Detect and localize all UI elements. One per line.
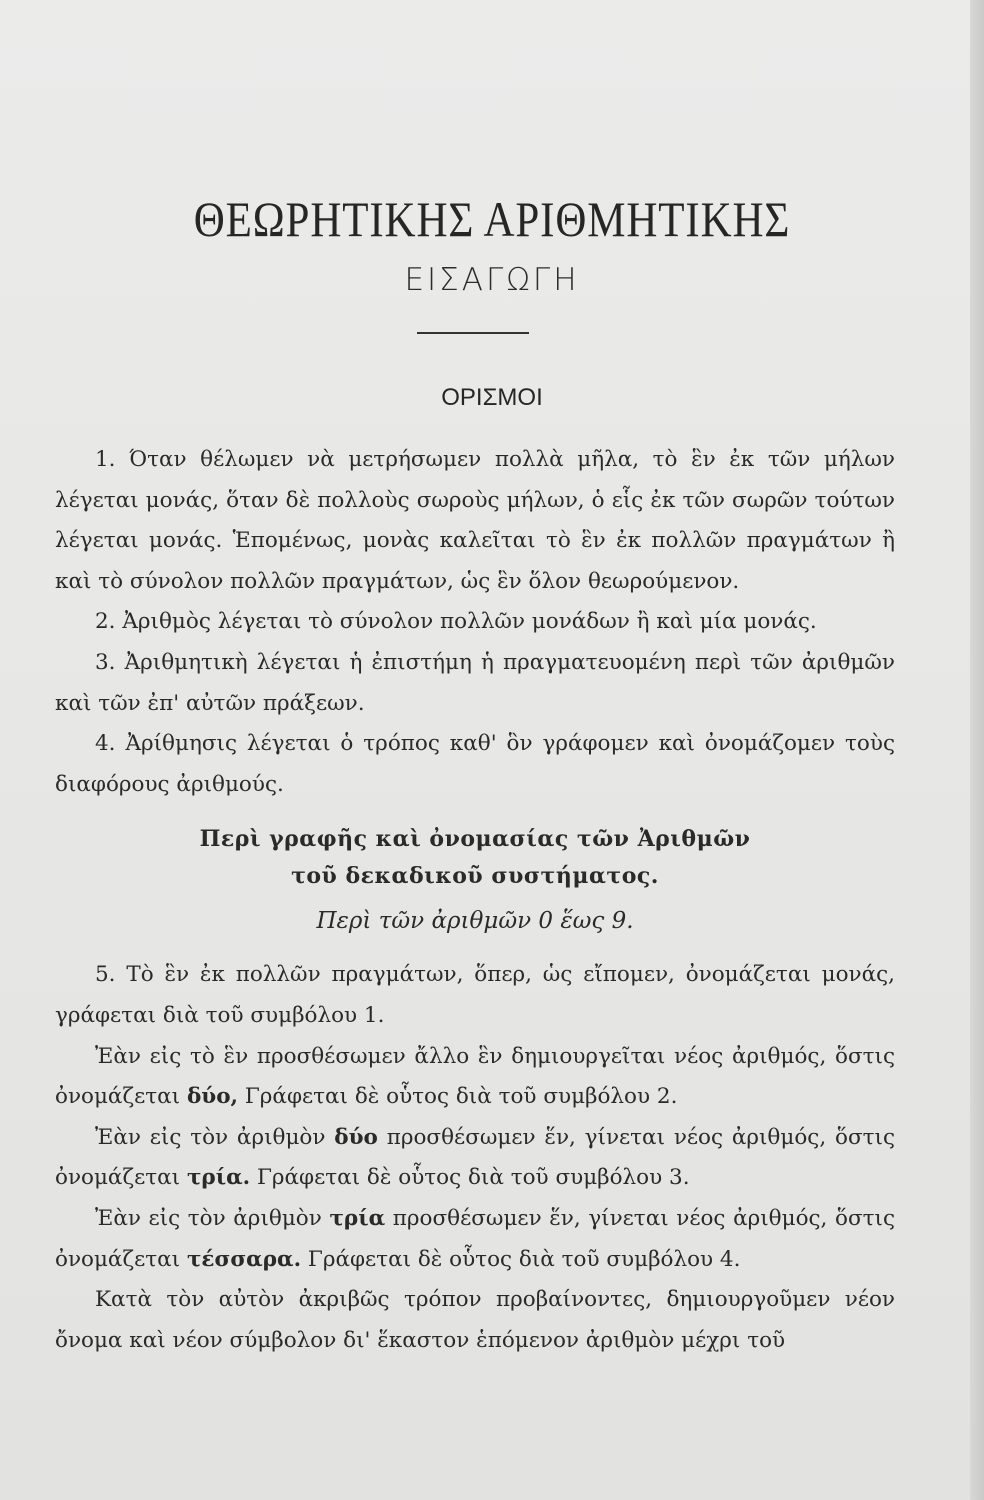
bold-term: τρία. [186,1165,251,1191]
paragraph-text: Γράφεται δὲ οὗτος διὰ τοῦ συμβόλου 3. [256,1165,690,1191]
definition-text: Όταν θέλωμεν νὰ μετρήσωμεν πολλὰ μῆλα, τὸ ἓν ἐκ τῶν μήλων λέγεται μονάς, ὅταν δὲ πολλοὺς σωροὺς μήλων, ὁ εἷς ἐκ τῶν σωρῶν τούτων λέγεται μονάς. Ἑπομένως, μονὰς καλεῖται τὸ ἓν ἐκ πολλῶν πραγμάτων ἢ καὶ τὸ σύνολον πολλῶν πραγμάτων, ὡς ἓν ὅλον θεωρούμενον. [55,447,895,594]
paragraph-number: 5. [95,962,116,988]
paragraph-text: Γράφεται δὲ οὗτος διὰ τοῦ συμβόλου 4. [307,1246,741,1272]
section-heading: ΟΡΙΣΜΟΙ [441,384,543,411]
paragraph-text: προσθέσωμεν ἕν, γίνεται νέος ἀριθμός, ὅστις ὀνομάζεται [55,1124,895,1191]
page-edge [970,0,984,1500]
paragraph-four [55,1199,895,1280]
definition-number: 1. [95,447,116,472]
paragraph-text: Ἐὰν εἰς τὸν ἀριθμὸν [95,1205,322,1231]
bold-term: τέσσαρα. [186,1246,302,1272]
divider-rule [417,332,529,334]
definition-4 [55,724,895,805]
page-title: ΘΕΩΡΗΤΙΚΗΣ ΑΡΙΘΜΗΤΙΚΗΣ [193,191,791,247]
paragraph-two [55,1037,895,1118]
definition-text: Ἀριθμητικὴ λέγεται ἡ ἐπιστήμη ἡ πραγματευομένη περὶ τῶν ἀριθμῶν καὶ τῶν ἐπ' αὐτῶν πράξεων. [55,649,896,716]
paragraph-text: Ἐὰν εἰς τὸν ἀριθμὸν [95,1124,326,1150]
definition-number: 3. [95,649,116,675]
paragraph-text: προσθέσωμεν ἕν, γίνεται νέος ἀριθμός, ὅστις ὀνομάζεται [55,1205,895,1272]
bold-term: τρία [329,1205,386,1231]
subheading [55,821,895,895]
definition-text: Ἀρίθμησις λέγεται ὁ τρόπος καθ' ὃν γράφομεν καὶ ὀνομάζομεν τοὺς διαφόρους ἀριθμούς. [55,731,895,797]
subheading-line-1: Περὶ γραφῆς καὶ ὀνομασίας τῶν Ἀριθμῶν [199,826,751,853]
paragraph-text: Ἐὰν εἰς τὸ ἓν προσθέσωμεν ἄλλο ἓν δημιουργεῖται νέος ἀριθμός, ὅστις ὀνομάζεται [55,1043,895,1110]
definition-1 [55,440,895,602]
definition-number: 4. [95,731,116,757]
definition-3 [55,643,895,724]
definition-text: Ἀριθμὸς λέγεται τὸ σύνολον πολλῶν μονάδων ἢ καὶ μία μονάς. [122,609,817,635]
paragraph-last: Κατὰ τὸν αὐτὸν ἀκριβῶς τρόπον προβαίνοντες, δημιουργοῦμεν νέον ὄνομα καὶ νέον σύμβολον δι' ἕκαστον ἑπόμενον ἀριθμὸν μέχρι τοῦ [55,1287,895,1353]
bold-term: δύο [334,1124,378,1150]
paragraph-5 [55,955,895,1036]
paragraph-text: Γράφεται δὲ οὗτος διὰ τοῦ συμβόλου 2. [244,1084,678,1110]
body-text [55,440,895,1361]
paragraph-three [55,1118,895,1199]
subheading-italic: Περὶ τῶν ἀριθμῶν 0 ἕως 9. [316,908,634,935]
bold-term: δύο, [186,1084,239,1110]
page-subtitle: ΕΙΣΑΓΩΓΗ [404,262,580,298]
subheading-line-2: τοῦ δεκαδικοῦ συστήματος. [291,863,659,890]
definition-2 [55,602,895,643]
paragraph-text: Τὸ ἓν ἐκ πολλῶν πραγμάτων, ὅπερ, ὡς εἴπομεν, ὀνομάζεται μονάς, γράφεται διὰ τοῦ συμβόλου 1. [55,962,895,1028]
definition-number: 2. [95,609,116,635]
